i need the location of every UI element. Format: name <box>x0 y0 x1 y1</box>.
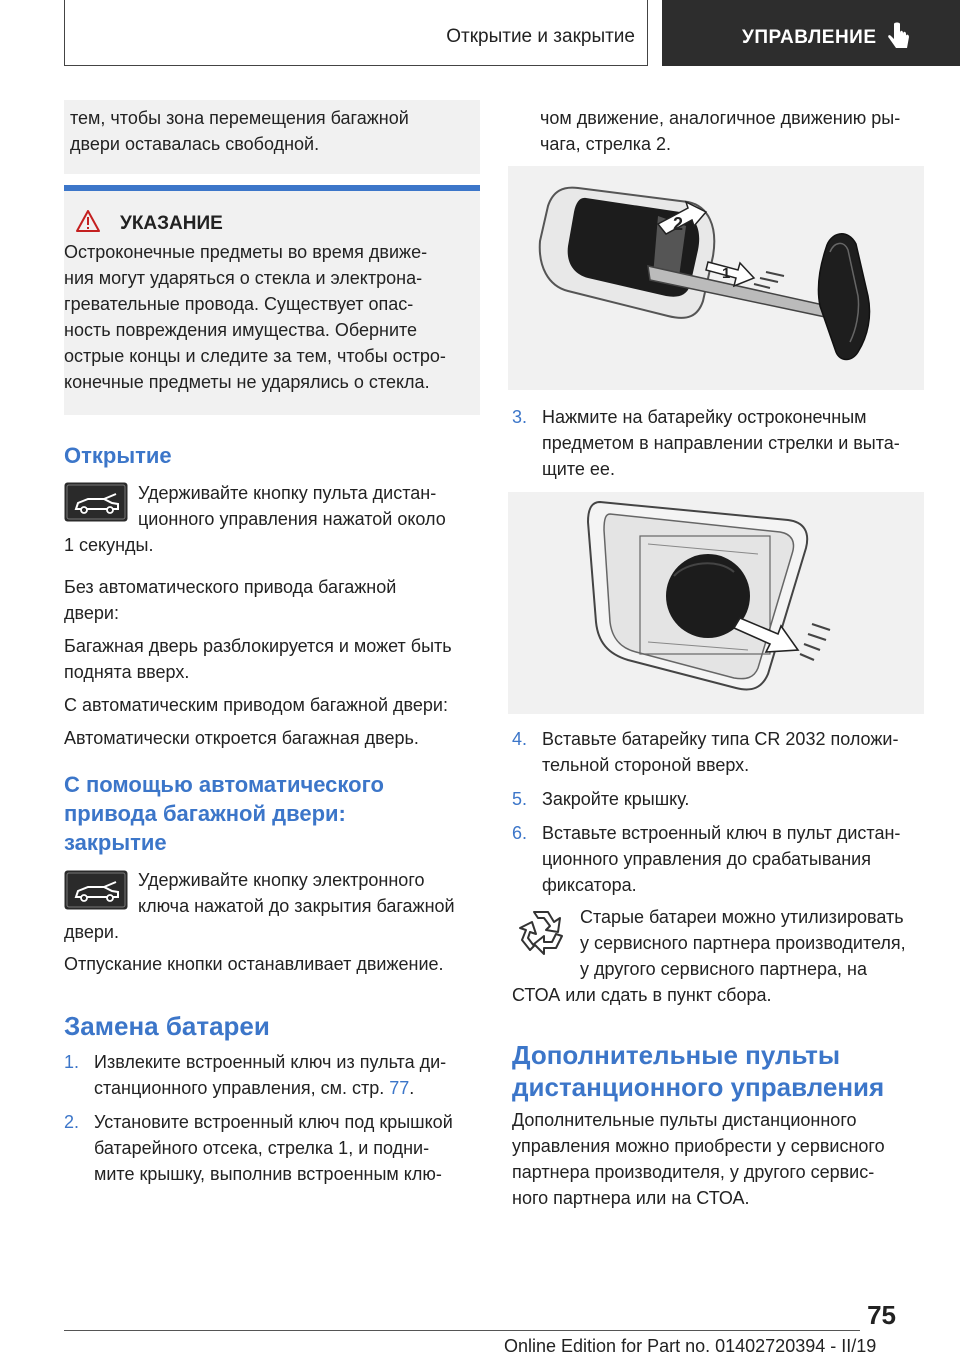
no-auto-line-2: двери: <box>64 603 119 623</box>
header-section-title: Открытие и закрытие <box>446 26 635 47</box>
step-2-line-2: батарейного отсека, стрелка 1, и подни- <box>94 1138 430 1158</box>
step-2-line-1: Установите встроенный ключ под крышкой <box>94 1112 453 1132</box>
list-item <box>512 726 932 778</box>
list-item <box>64 1109 484 1187</box>
recycle-icon <box>514 906 568 958</box>
battery-compartment-illustration <box>508 492 924 714</box>
release-text: Отпускание кнопки останавливает движение. <box>64 954 444 974</box>
edition-text: Online Edition for Part no. 01402720394 - II/19 <box>504 1336 877 1356</box>
extra-line-1: Дополнительные пульты дистанционного <box>512 1110 857 1130</box>
header-chapter-tab <box>662 0 960 66</box>
step-6-line-2: ционного управления до срабатывания <box>542 849 871 869</box>
header-section-tab <box>64 0 648 66</box>
auto-open-line: Автоматически откроется багажная дверь. <box>64 728 419 748</box>
warning-triangle-icon <box>76 210 100 232</box>
recycle-line-3: у другого сервисного партнера, на <box>580 959 867 979</box>
close-text-line-1: Удерживайте кнопку электронного <box>138 870 425 890</box>
warning-line-3: гревательные провода. Существует опас- <box>64 294 414 314</box>
battery-heading: Замена батареи <box>64 1011 270 1041</box>
step-6-line-3: фиксатора. <box>542 875 637 895</box>
extra-heading-line-2: дистанционного управления <box>512 1072 885 1102</box>
close-text-line-2: ключа нажатой до закрытия багажной <box>138 896 455 916</box>
arrow-1-label: 1 <box>722 265 731 282</box>
cont-line-2: чага, стрелка 2. <box>540 134 672 154</box>
step-number: 5. <box>512 789 528 809</box>
extra-line-2: управления можно приобрести у сервисного <box>512 1136 885 1156</box>
list-item <box>512 820 932 898</box>
open-text-line-2: ционного управления нажатой около <box>138 509 446 529</box>
battery-steps-left <box>64 1049 484 1187</box>
cont-line-1: чом движение, аналогичное движению ры- <box>540 108 901 128</box>
close-heading-line-3: закрытие <box>64 830 167 855</box>
step-1-line-2 <box>94 1075 484 1101</box>
step-1-line-2-text: станционного управления, см. стр. <box>94 1078 390 1098</box>
list-item <box>512 404 932 482</box>
step-3-line-1: Нажмите на батарейку остроконечным <box>542 407 867 427</box>
page-link-77[interactable]: 77 <box>389 1078 410 1098</box>
intro-line-1: тем, чтобы зона перемещения багажной <box>70 108 409 128</box>
step-number: 4. <box>512 729 528 749</box>
step-2-line-3: мите крышку, выполнив встроенным клю- <box>94 1164 442 1184</box>
unlock-line-2: поднята вверх. <box>64 662 190 682</box>
intro-line-2: двери оставалась свободной. <box>70 134 320 154</box>
recycle-line-4: СТОА или сдать в пункт сбора. <box>512 985 772 1005</box>
list-item <box>512 786 932 812</box>
hand-pointer-icon <box>886 22 912 52</box>
with-auto-line: С автоматическим приводом багажной двери: <box>64 695 448 715</box>
warning-line-2: ния могут ударяться о стекла и электрона- <box>64 268 423 288</box>
step-4-line-2: тельной стороной вверх. <box>542 755 750 775</box>
step-number: 6. <box>512 823 528 843</box>
open-text-line-1: Удерживайте кнопку пульта дистан- <box>138 483 437 503</box>
step-1-line-1: Извлеките встроенный ключ из пульта ди- <box>94 1052 447 1072</box>
open-heading: Открытие <box>64 443 172 468</box>
page-number: 75 <box>867 1300 896 1330</box>
step-4-line-1: Вставьте батарейку типа CR 2032 положи- <box>542 729 899 749</box>
recycle-line-2: у сервисного партнера производителя, <box>580 933 906 953</box>
trunk-car-key-icon <box>64 482 128 522</box>
extra-line-4: ного партнера или на СТОА. <box>512 1188 750 1208</box>
trunk-car-key-icon <box>64 870 128 910</box>
battery-steps-right-b <box>512 726 932 898</box>
unlock-line-1: Багажная дверь разблокируется и может быть <box>64 636 452 656</box>
step-1-line-2-end: . <box>409 1078 415 1098</box>
step-number: 2. <box>64 1112 80 1132</box>
step-3-line-3: щите ее. <box>542 459 615 479</box>
step-number: 3. <box>512 407 528 427</box>
warning-line-4: ность повреждения имущества. Оберните <box>64 320 418 340</box>
arrow-2-label: 2 <box>673 214 684 234</box>
extra-line-3: партнера производителя, у другого сервис- <box>512 1162 875 1182</box>
close-heading-line-1: С помощью автоматического <box>64 772 384 797</box>
close-heading-line-2: привода багажной двери: <box>64 801 346 826</box>
open-text-line-3: 1 секунды. <box>64 535 154 555</box>
battery-steps-right-a <box>512 404 932 482</box>
warning-line-6: конечные предметы не ударялись о стекла. <box>64 372 430 392</box>
list-item <box>64 1049 484 1101</box>
footer-divider <box>64 1330 860 1331</box>
warning-title: УКАЗАНИЕ <box>120 213 223 234</box>
close-text-line-3: двери. <box>64 922 119 942</box>
step-number: 1. <box>64 1052 80 1072</box>
recycle-line-1: Старые батареи можно утилизировать <box>580 907 904 927</box>
key-fob-cover-illustration <box>508 166 924 390</box>
header-chapter-title: УПРАВЛЕНИЕ <box>742 27 877 48</box>
warning-line-1: Остроконечные предметы во время движе- <box>64 242 428 262</box>
warning-line-5: острые концы и следите за тем, чтобы остро- <box>64 346 446 366</box>
no-auto-line-1: Без автоматического привода багажной <box>64 577 397 597</box>
step-6-line-1: Вставьте встроенный ключ в пульт дистан- <box>542 823 901 843</box>
step-5-line-1: Закройте крышку. <box>542 789 690 809</box>
step-3-line-2: предметом в направлении стрелки и выта- <box>542 433 900 453</box>
extra-heading-line-1: Дополнительные пульты <box>512 1040 841 1070</box>
